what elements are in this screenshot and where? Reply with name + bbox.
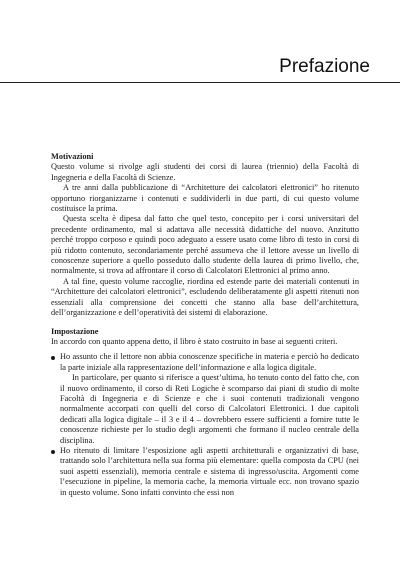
paragraph: Ho ritenuto di limitare l’esposizione agli aspetti architetturali e organizzativi di base, trattando solo l’architettura nella sua forma più elementare: quella composta da CPU (nei suoi aspetti essenziali), memoria centrale e sistema di ingresso/uscita. Argomenti come l’esecuzione in pipeline, la memoria cache, la memoria virtuale ecc. non trovano spazio in questo volume. Sono infatti convinto che essi non [60, 445, 359, 497]
section-heading: Impostazione [51, 326, 99, 336]
section-heading: Motivazioni [51, 152, 94, 161]
paragraph: A tal fine, questo volume raccoglie, riordina ed estende parte dei materiali contenuti in “Architetture dei calcolatori elettronici”, escludendo deliberatamente gli aspetti ritenuti non essenziali alla comprensione dei concetti che stanno alla base dell’architettura, dell’organizzazione e dell’operatività dei sistemi di elaborazione. [51, 276, 359, 318]
chapter-title: Prefazione [279, 56, 370, 77]
bullet-icon [51, 450, 55, 454]
paragraph: Ho assunto che il lettore non abbia conoscenze specifiche in materia e perciò ho dedicato la parte iniziale alla rappresentazione dell’informazione e alla logica digitale. [60, 352, 359, 372]
section-impostazione [51, 327, 359, 348]
paragraph: A tre anni dalla pubblicazione di “Architetture dei calcolatori elettronici” ho ritenuto opportuno riorganizzarne i contenuti e suddividerli in due parti, di cui questo volume costituisce la prima. [51, 183, 359, 214]
bullet-icon [51, 356, 55, 360]
page-body [51, 152, 359, 498]
paragraph: Questo volume si rivolge agli studenti dei corsi di laurea (triennio) della Facoltà di Ingegneria e della Facoltà di Scienze. [51, 162, 359, 182]
section-motivazioni [51, 152, 359, 319]
list-item [51, 446, 359, 498]
paragraph: Questa scelta è dipesa dal fatto che quel testo, concepito per i corsi universitari del precedente ordinamento, mal si adattava alle necessità didattiche del nuovo. Anzitutto perché troppo corposo e quindi poco adeguato a essere usato come libro di testo in corsi di più ridotto contenuto, secondariamente perché assumeva che il lettore avesse un livello di conoscenze superiore a quello posseduto dallo studente della laurea di primo livello, che, normalmente, si trova ad affrontare il corso di Calcolatori Elettronici al primo anno. [51, 214, 359, 276]
title-rule [0, 82, 400, 83]
list-item [51, 352, 359, 446]
paragraph: In particolare, per quanto si riferisce a quest’ultima, ho tenuto conto del fatto che, con il nuovo ordinamento, il corso di Reti Logiche è scomparso dai piani di studio di molte Facoltà di Ingegneria e di Scienze e che i suoi contenuti tradizionali vengono normalmente accorpati con quelli del corso di Calcolatori Elettronici. I due capitoli dedicati alla logica digitale – il 3 e il 4 – dovrebbero essere sufficienti a fornire tutte le conoscenze richieste per lo studio degli argomenti che formano il nucleo centrale della disciplina. [60, 373, 359, 445]
criteria-list [51, 352, 359, 498]
paragraph: In accordo con quanto appena detto, il libro è stato costruito in base ai seguenti criteri. [51, 336, 338, 346]
